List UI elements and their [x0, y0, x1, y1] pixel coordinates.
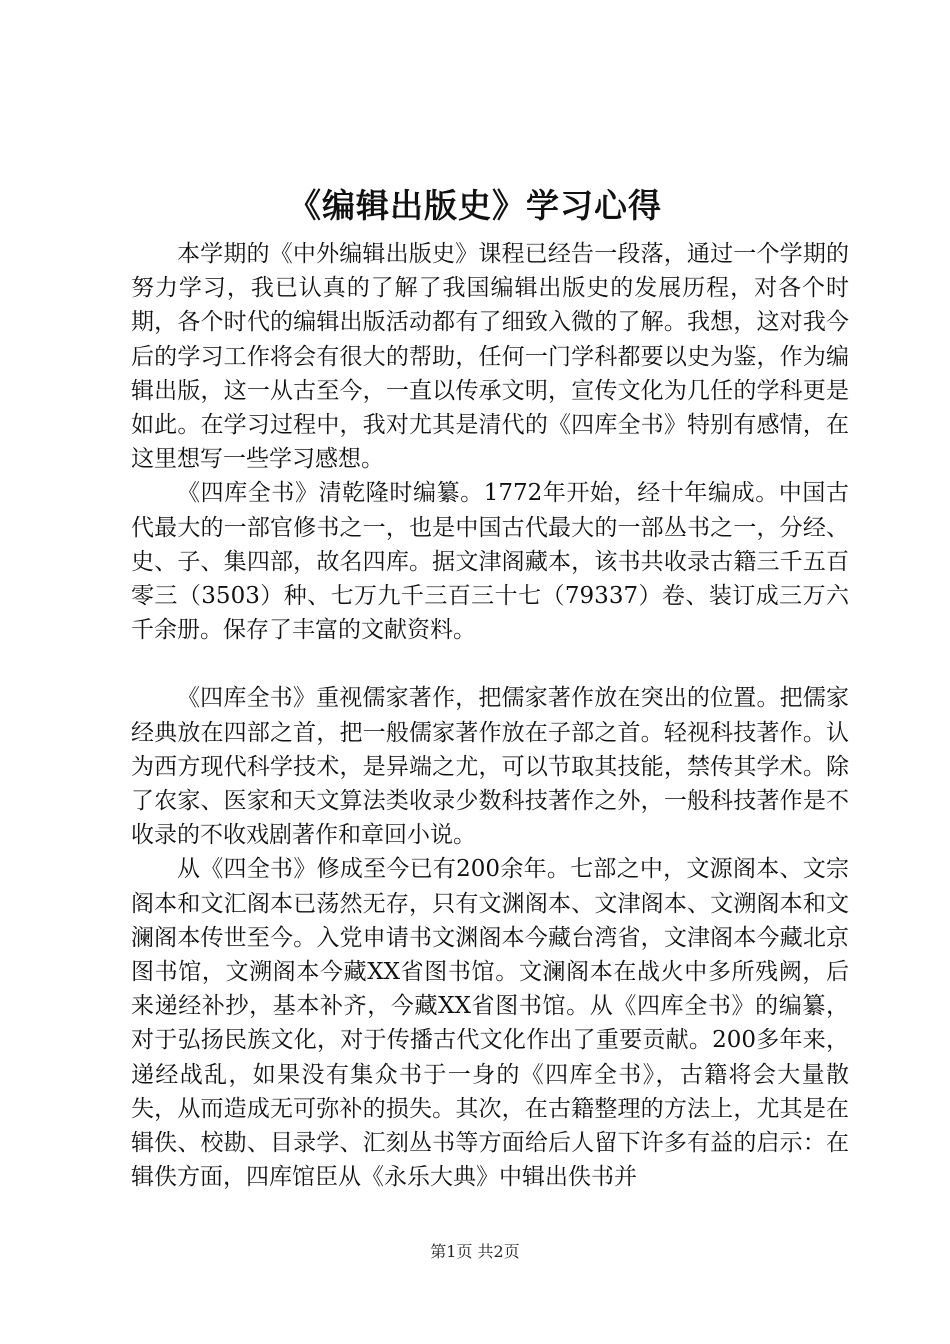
paragraph-surviving-copies: 从《四全书》修成至今已有200余年。七部之中，文源阁本、文宗阁本和文汇阁本已荡然无存，只有文渊阁本、文津阁本、文溯阁本和文澜阁本传世至今。入党申请书文渊阁本今藏台湾省，文津阁本今藏北京图书馆，文溯阁本今藏XX省图书馆。文澜阁本在战火中多所残阙，后来递经补抄，基本补齐，今藏XX省图书馆。从《四库全书》的编纂，对于弘扬民族文化，对于传播古代文化作出了重要贡献。200多年来，递经战乱，如果没有集众书于一身的《四库全书》，古籍将会大量散失，从而造成无可弥补的损失。其次，在古籍整理的方法上，尤其是在辑佚、校勘、目录学、汇刻丛书等方面给后人留下许多有益的启示：在辑佚方面，四库馆臣从《永乐大典》中辑出佚书并: [131, 856, 849, 1191]
paragraph-siku-overview: 《四库全书》清乾隆时编纂。1772年开始，经十年编成。中国古代最大的一部官修书之一，也是中国古代最大的一部丛书之一，分经、史、子、集四部，故名四库。据文津阁藏本，该书共收录古籍三千五百零三（3503）种、七万九千三百三十七（79337）卷、装订成三万六千余册。保存了丰富的文献资料。: [131, 480, 849, 644]
document-body: [131, 237, 849, 1194]
document-title: 《编辑出版史》学习心得: [288, 186, 662, 225]
paragraph-intro: 本学期的《中外编辑出版史》课程已经告一段落，通过一个学期的努力学习，我已认真的了解了我国编辑出版史的发展历程，对各个时期，各个时代的编辑出版活动都有了细致入微的了解。我想，这对我今后的学习工作将会有很大的帮助，任何一门学科都要以史为鉴，作为编辑出版，这一从古至今，一直以传承文明，宣传文化为几任的学科更是如此。在学习过程中，我对尤其是清代的《四库全书》特别有感情，在这里想写一些学习感想。: [131, 241, 849, 473]
page-footer: 第1页 共2页: [430, 1242, 520, 1261]
paragraph-confucian-works: 《四库全书》重视儒家著作，把儒家著作放在突出的位置。把儒家经典放在四部之首，把一般儒家著作放在子部之首。轻视科技著作。认为西方现代科学技术，是异端之尤，可以节取其技能，禁传其学术。除了农家、医家和天文算法类收录少数科技著作之外，一般科技著作是不收录的不收戏剧著作和章回小说。: [131, 685, 849, 849]
